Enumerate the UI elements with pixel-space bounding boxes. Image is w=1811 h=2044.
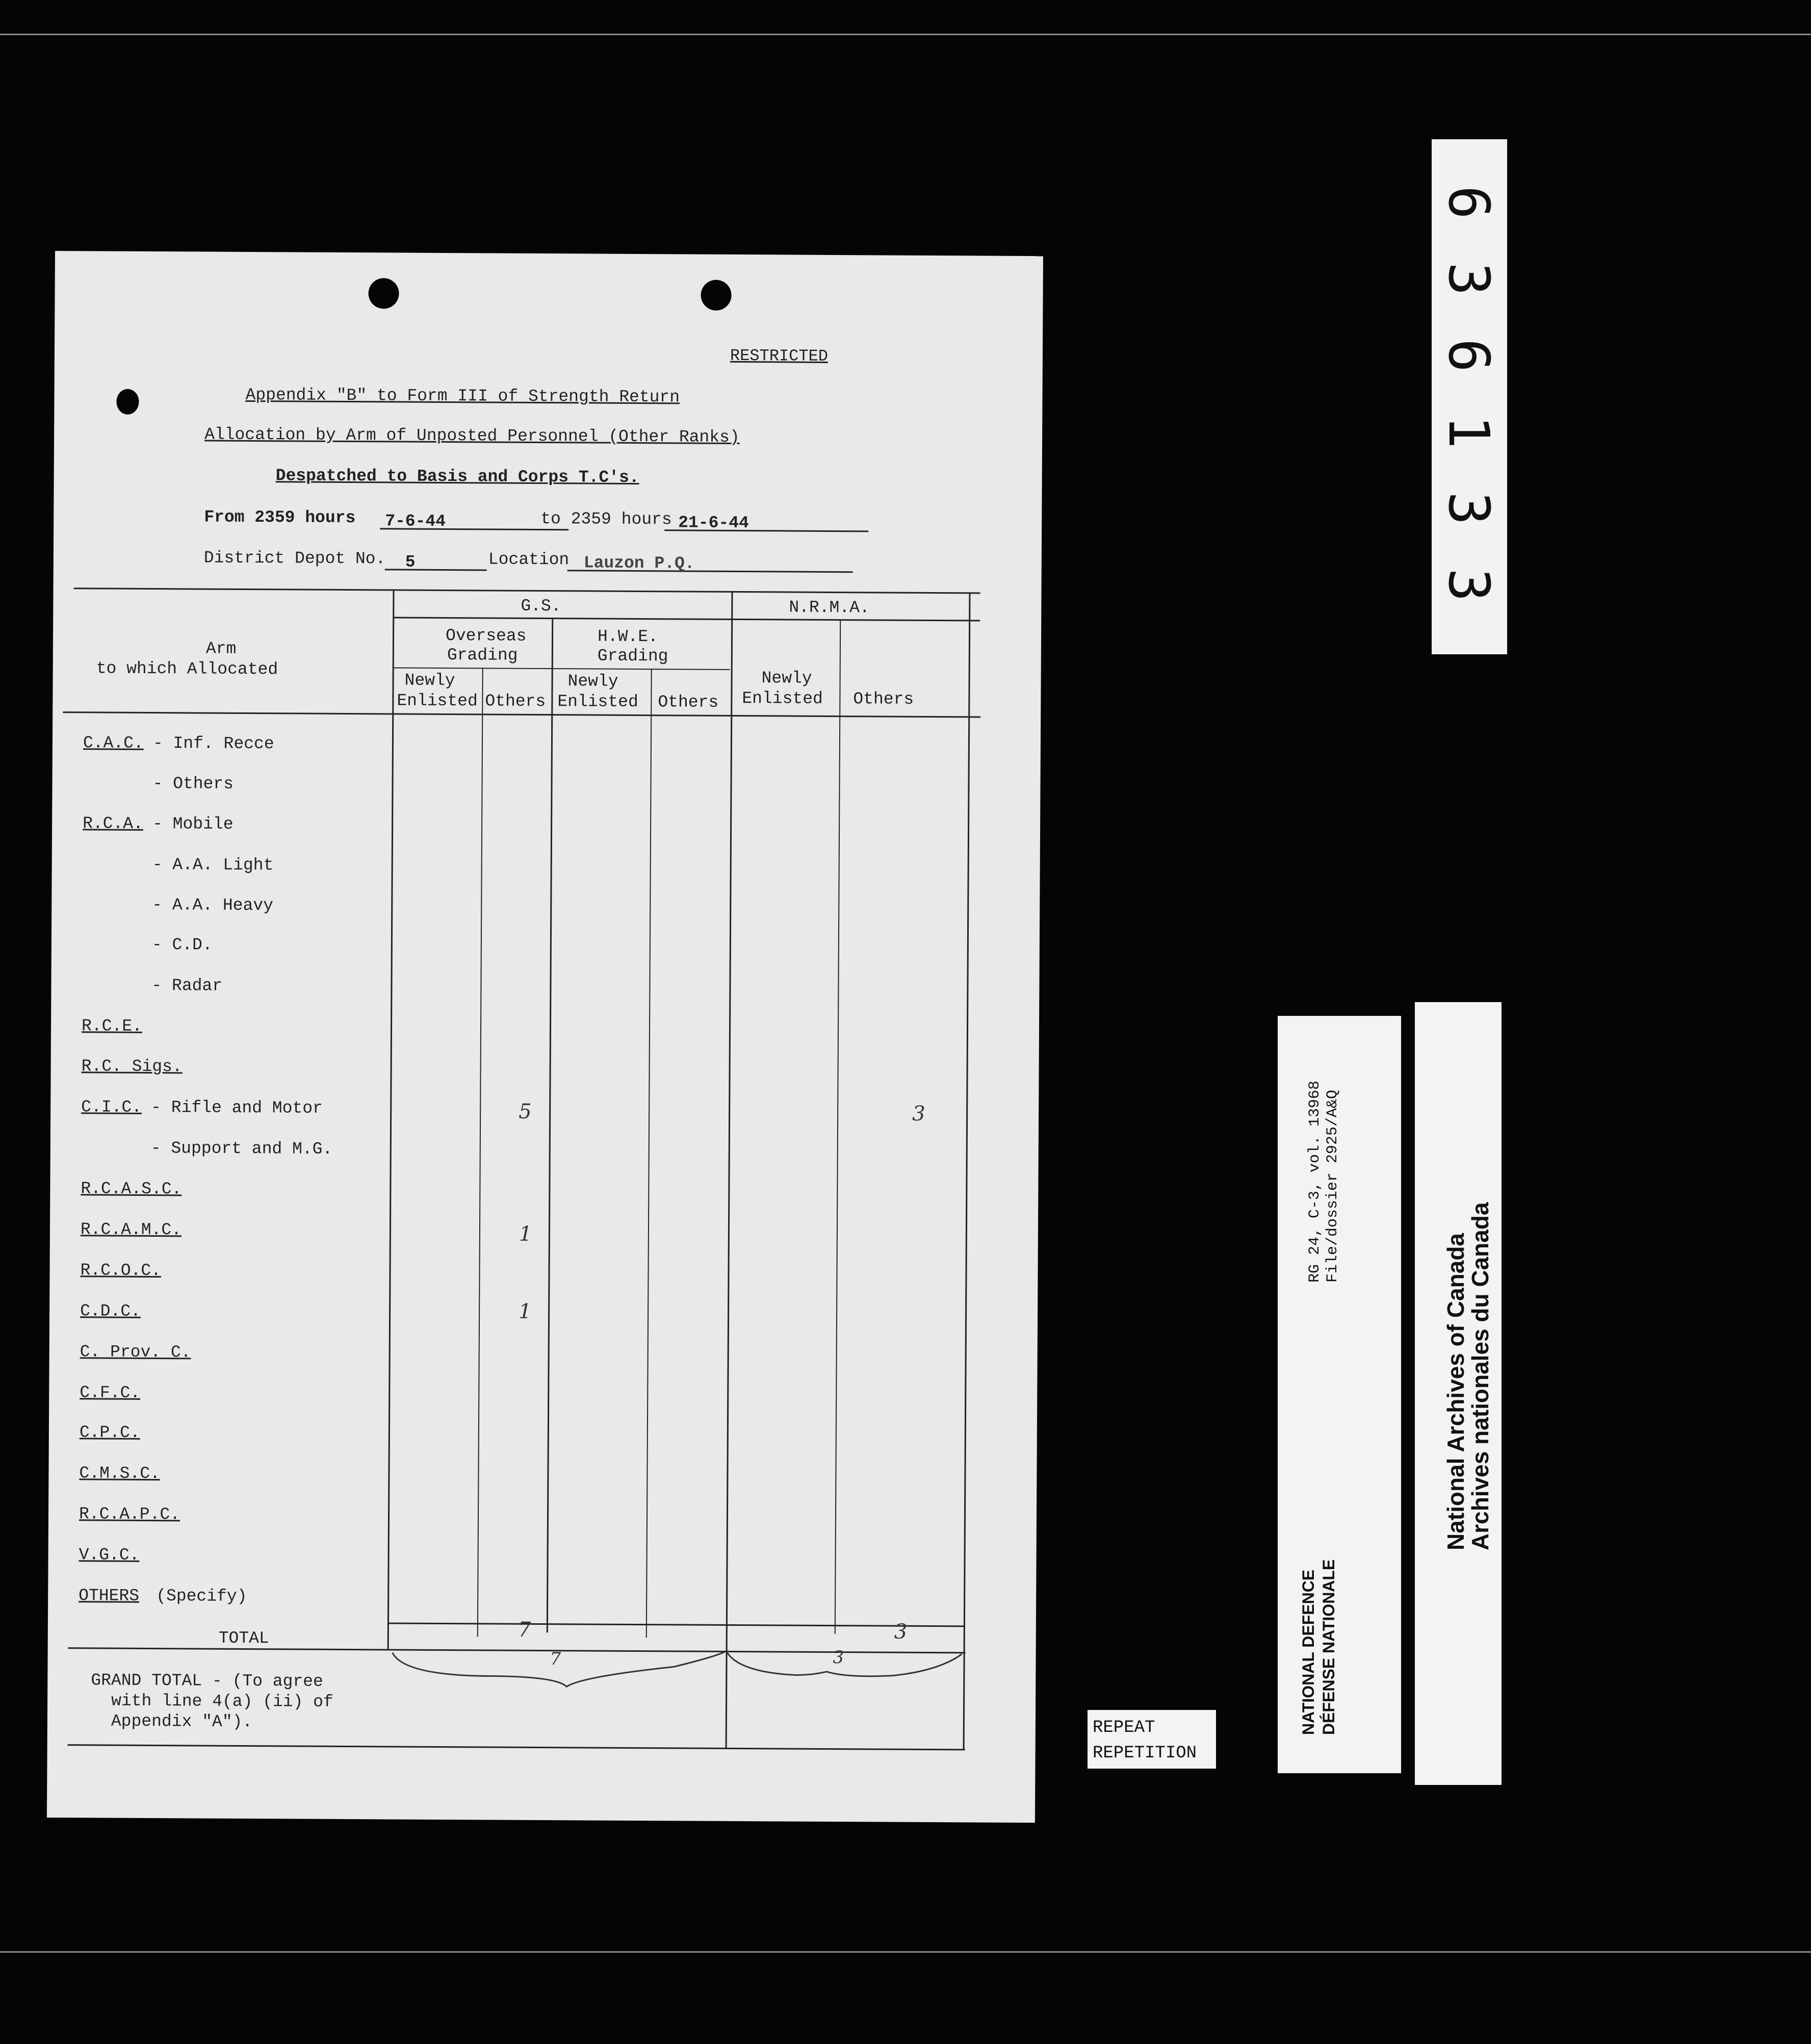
to-date: 21-6-44 — [678, 513, 749, 533]
top-border — [0, 34, 1811, 35]
col-overseas-mid — [477, 668, 483, 1637]
punch-hole-right — [701, 280, 731, 311]
archive-ref-1: RG 24, C-3, vol. 13968 — [1306, 1080, 1324, 1283]
national-defence-text: NATIONAL DEFENCE — [1299, 1569, 1317, 1735]
sub-arm-label: - Radar — [151, 976, 223, 995]
grand-total-gs: 7 — [550, 1649, 561, 1670]
despatched-title: Despatched to Basis and Corps T.C's. — [275, 466, 639, 488]
corps-label: C. Prov. C. — [80, 1342, 191, 1362]
hwe-newly-2: Enlisted — [557, 692, 638, 712]
to-label: to 2359 hours — [540, 509, 672, 529]
gs-subrule — [394, 617, 980, 621]
cdc-overseas-others-entry: 1 — [519, 1299, 532, 1323]
frame-digit: 6 — [1436, 185, 1502, 220]
sub-arm-label: - A.A. Light — [152, 855, 274, 875]
punch-hole-left — [368, 278, 399, 309]
total-label: TOTAL — [218, 1628, 269, 1648]
frame-digit: 3 — [1436, 262, 1502, 296]
grand-total-line-2: with line 4(a) (ii) of — [111, 1691, 333, 1711]
rcamc-overseas-others-entry: 1 — [519, 1222, 532, 1246]
bottom-border — [0, 1951, 1811, 1953]
grading-subrule — [394, 667, 730, 670]
os-others: Others — [485, 692, 546, 711]
os-newly-2: Enlisted — [397, 691, 478, 711]
frame-digit: 3 — [1436, 568, 1502, 602]
repetition-text: REPETITION — [1093, 1744, 1197, 1763]
grand-total-line-3: Appendix "A"). — [111, 1711, 253, 1732]
arm-header-1: Arm — [205, 639, 237, 658]
depot-number: 5 — [405, 552, 416, 572]
corps-label: R.C.A.S.C. — [81, 1179, 182, 1199]
corps-label: R.C.A.M.C. — [80, 1220, 182, 1240]
appendix-title: Appendix "B" to Form III of Strength Return — [245, 385, 680, 407]
sub-arm-label: - Inf. Recce — [152, 734, 274, 754]
nrma-header: N.R.M.A. — [789, 598, 870, 618]
repeat-text: REPEAT — [1093, 1718, 1155, 1738]
col-overseas-right — [547, 618, 553, 1632]
hwe-header-1: H.W.E. — [597, 627, 658, 647]
cic-overseas-others-entry: 5 — [519, 1100, 532, 1123]
col-table-right — [963, 592, 971, 1750]
nrma-others: Others — [853, 689, 914, 709]
document-sheet — [47, 251, 1043, 1823]
sub-arm-label: - A.A. Heavy — [152, 896, 274, 915]
from-date: 7-6-44 — [385, 512, 446, 531]
hwe-header-2: Grading — [597, 646, 668, 666]
corps-label: R.C.A.P.C. — [79, 1504, 180, 1524]
col-gs-right — [726, 591, 733, 1749]
corps-label: C.P.C. — [79, 1423, 140, 1442]
header-bottom-rule — [63, 711, 980, 718]
grand-total-line-1: GRAND TOTAL - (To agree — [91, 1671, 323, 1691]
from-label: From 2359 hours — [204, 507, 356, 528]
ink-blot — [116, 389, 139, 415]
frame-digit: 6 — [1436, 338, 1502, 373]
corps-label: V.G.C. — [79, 1545, 140, 1565]
sub-arm-label: (Specify) — [156, 1587, 247, 1606]
corps-label: R.C.O.C. — [80, 1261, 162, 1281]
depot-blank — [385, 569, 487, 571]
corps-label: R.C.E. — [81, 1016, 142, 1036]
sub-arm-label: - Mobile — [152, 814, 234, 834]
total-top-rule — [389, 1622, 965, 1627]
allocation-title: Allocation by Arm of Unposted Personnel (Other Ranks) — [204, 425, 740, 447]
frame-number-strip — [1432, 139, 1507, 654]
total-nrma-others: 3 — [894, 1620, 908, 1644]
gs-header: G.S. — [521, 596, 561, 616]
frame-digit: 1 — [1436, 415, 1502, 449]
overseas-header-1: Overseas — [445, 626, 527, 646]
corps-label: C.M.S.C. — [79, 1464, 160, 1484]
grand-total-nrma: 3 — [833, 1647, 844, 1668]
location-label: Location — [488, 550, 570, 570]
total-overseas-others: 7 — [518, 1618, 531, 1642]
archives-english: National Archives of Canada — [1442, 1233, 1469, 1550]
location-value: Lauzon P.Q. — [583, 553, 695, 573]
col-arm-right — [387, 589, 395, 1650]
grand-total-bottom-rule — [68, 1744, 965, 1750]
sub-arm-label: - Support and M.G. — [150, 1139, 333, 1159]
corps-label: OTHERS — [79, 1586, 140, 1605]
sub-arm-label: - C.D. — [151, 935, 213, 955]
corps-label: C.D.C. — [80, 1301, 141, 1321]
archive-ref-2: File/dossier 2925/A&Q — [1324, 1089, 1341, 1283]
nrma-newly-1: Newly — [761, 669, 812, 688]
frame-digit: 3 — [1436, 491, 1502, 526]
corps-label: C.F.C. — [80, 1383, 141, 1402]
table-top-rule — [74, 587, 980, 594]
grand-total-brace — [388, 1650, 965, 1704]
os-newly-1: Newly — [404, 671, 455, 691]
corps-label: C.A.C. — [83, 733, 144, 753]
archives-french: Archives nationales du Canada — [1467, 1202, 1493, 1550]
hwe-newly-1: Newly — [567, 672, 618, 691]
depot-label: District Depot No. — [203, 548, 386, 569]
arm-header-2: to which Allocated — [96, 659, 278, 679]
overseas-header-2: Grading — [447, 646, 518, 665]
cic-nrma-others-entry: 3 — [912, 1102, 925, 1126]
col-hwe-mid — [646, 669, 652, 1638]
sub-arm-label: - Others — [152, 774, 234, 794]
corps-label: R.C. Sigs. — [81, 1057, 183, 1077]
col-nrma-mid — [835, 619, 841, 1634]
corps-label: R.C.A. — [83, 814, 144, 833]
restricted-label: RESTRICTED — [730, 346, 829, 366]
hwe-others: Others — [658, 693, 719, 712]
corps-label: C.I.C. — [81, 1097, 142, 1117]
repeat-stamp — [1088, 1710, 1216, 1769]
sub-arm-label: - Rifle and Motor — [151, 1098, 323, 1118]
defense-nationale-text: DÉFENSE NATIONALE — [1320, 1559, 1338, 1735]
nrma-newly-2: Enlisted — [742, 689, 823, 708]
